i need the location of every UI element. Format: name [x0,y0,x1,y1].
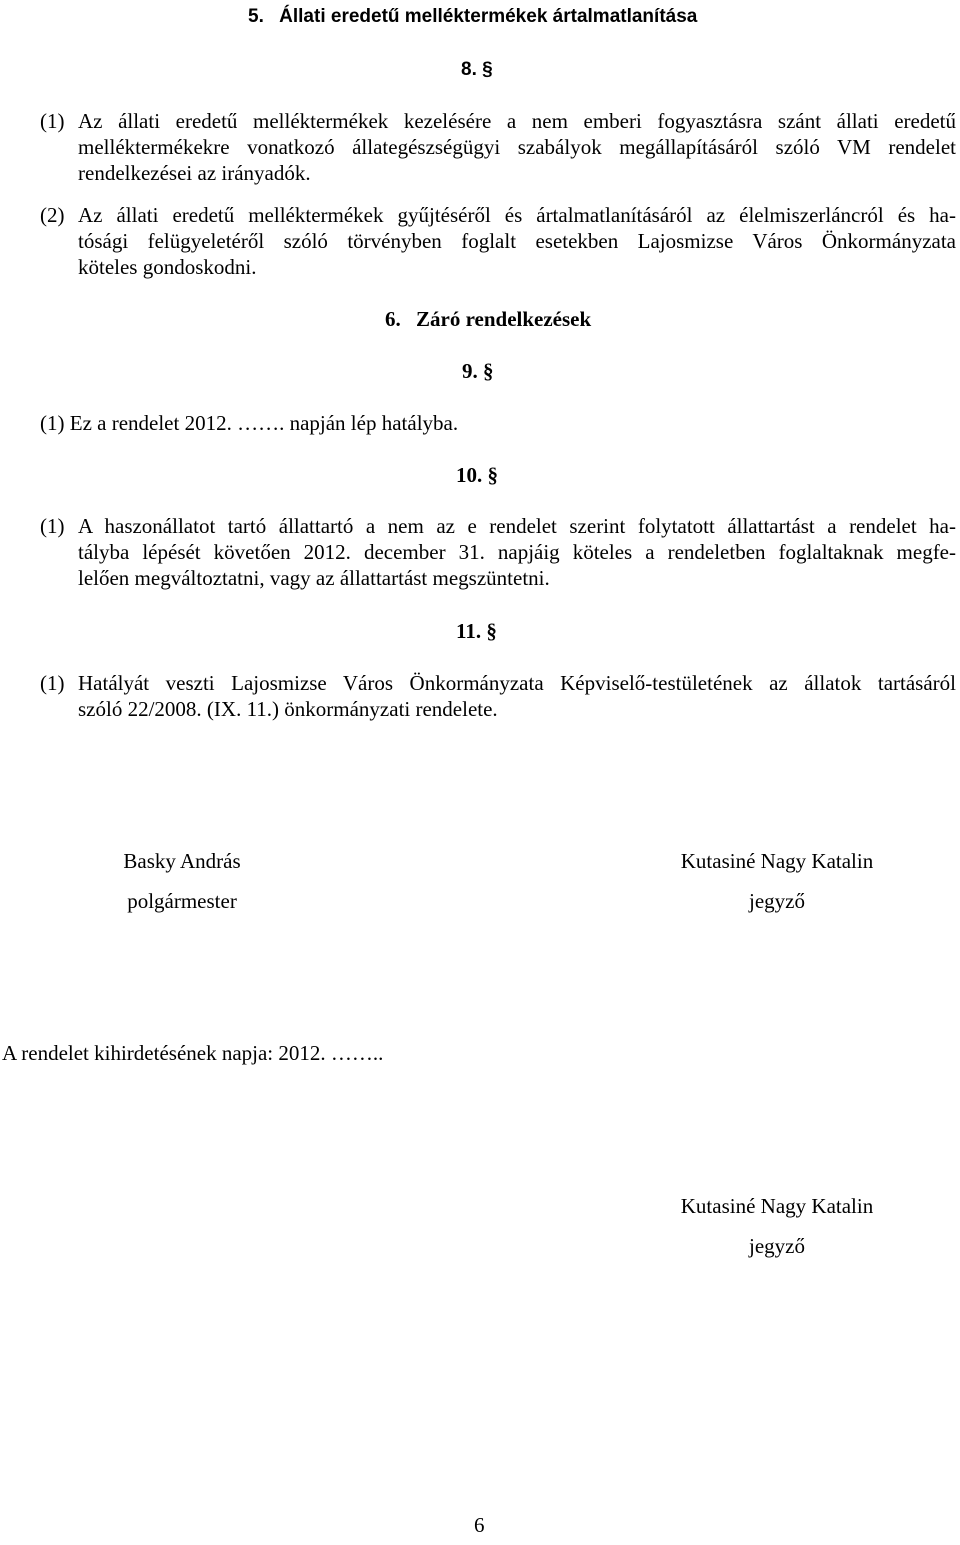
chapter-5-heading [248,4,697,30]
page-number: 6 [474,1513,485,1537]
signer-title: polgármester [127,889,237,913]
section-9-paragraph-1: (1) Ez a rendelet 2012. ……. napján lép hatályba. [40,411,459,435]
section-8-paragraph-1 [40,108,956,186]
signer-name: Kutasiné Nagy Katalin [680,1194,874,1218]
section-11-heading: 11. § [456,619,497,643]
section-8-heading: 8. § [461,59,493,80]
chapter-5-number: 5. [248,6,264,27]
promulgation-signature [652,1193,902,1259]
paragraph-line: Az állati eredetű melléktermékek gyűjtéséről és ártalmatlanításáról az élelmiszerláncról és ha- [78,203,956,227]
signature-right [652,848,902,914]
paragraph-number: (1) [40,514,65,538]
signer-title: jegyző [749,889,805,913]
paragraph-line: Hatályát veszti Lajosmizse Város Önkormányzata Képviselő-testületének az állatok tartásáról [78,671,956,695]
chapter-6-number: 6. [385,307,401,331]
paragraph-line: A haszonállatot tartó állattartó a nem az e rendelet szerint folytatott állattartást a rendelet ha- [78,514,956,538]
signature-left [82,848,282,914]
section-10-paragraph-1 [40,513,956,591]
section-8-paragraph-2 [40,202,956,280]
paragraph-number: (1) [40,671,65,695]
paragraph-line: szóló 22/2008. (IX. 11.) önkormányzati rendelete. [78,697,498,721]
paragraph-line: lelően megváltoztatni, vagy az állattartást megszüntetni. [78,566,550,590]
signer-title: jegyző [749,1234,805,1258]
chapter-6-title: Záró rendelkezések [416,307,592,331]
paragraph-line: tályba lépését követően 2012. december 31. napjáig köteles a rendeletben foglaltaknak megfe- [78,540,956,564]
paragraph-line: rendelkezései az irányadók. [78,161,311,185]
promulgation-date: A rendelet kihirdetésének napja: 2012. …….. [2,1041,384,1065]
paragraph-number: (1) [40,109,65,133]
section-9-heading: 9. § [462,359,494,383]
paragraph-line: Az állati eredetű melléktermékek kezelésére a nem emberi fogyasztásra szánt állati eredetű [78,109,956,133]
chapter-6-heading [385,306,591,332]
paragraph-line: melléktermékekre vonatkozó állategészségügyi szabályok megállapításáról szóló VM rendelet [78,135,956,159]
signer-name: Basky András [123,849,241,873]
chapter-5-title: Állati eredetű melléktermékek ártalmatlanítása [279,6,698,27]
paragraph-line: tósági felügyeletéről szóló törvényben foglalt esetekben Lajosmizse Város Önkormányzata [78,229,956,253]
section-11-paragraph-1 [40,670,956,722]
section-10-heading: 10. § [456,463,498,487]
paragraph-line: köteles gondoskodni. [78,255,257,279]
paragraph-number: (2) [40,203,65,227]
signer-name: Kutasiné Nagy Katalin [680,849,874,873]
